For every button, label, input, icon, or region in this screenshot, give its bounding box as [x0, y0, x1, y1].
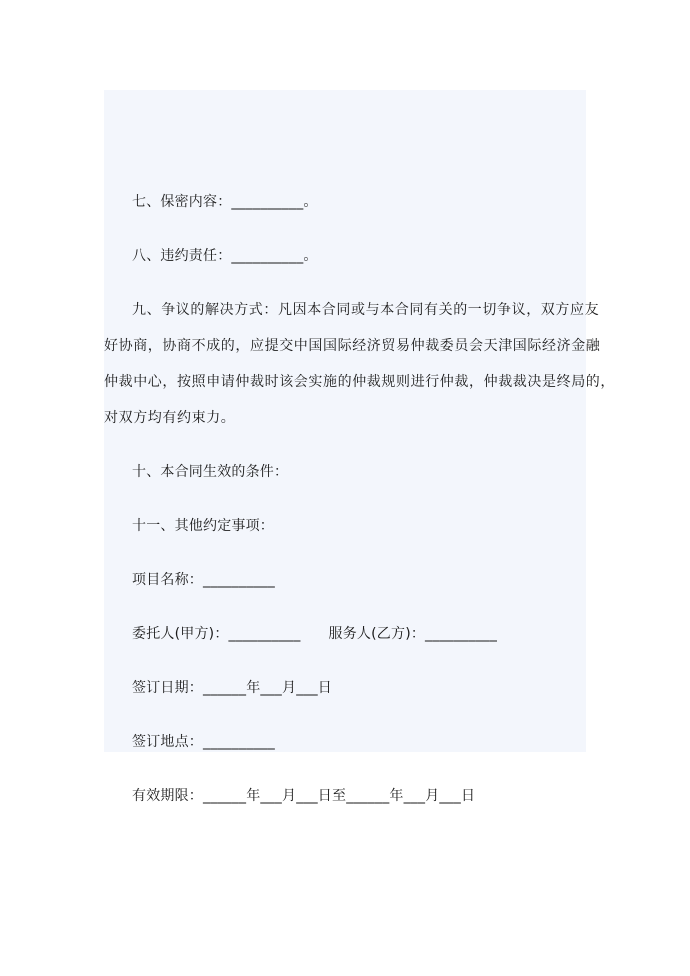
clause-dispute-line-3: 仲裁中心，按照申请仲裁时该会实施的仲裁规则进行仲裁，仲裁裁决是终局的，	[104, 374, 615, 390]
field-valid-period: 有效期限：______年___月___日至______年___月___日	[132, 788, 476, 804]
clause-other-matters: 十一、其他约定事项：	[132, 518, 274, 534]
field-client: 委托人(甲方)：__________	[132, 626, 301, 642]
field-sign-date: 签订日期：______年___月___日	[132, 680, 332, 696]
field-parties-row	[104, 624, 586, 644]
field-sign-place: 签订地点：__________	[132, 734, 275, 750]
clause-confidentiality: 七、保密内容：__________。	[132, 194, 318, 210]
clause-dispute-line-2: 好协商，协商不成的，应提交中国国际经济贸易仲裁委员会天津国际经济金融	[104, 338, 601, 354]
field-project-name: 项目名称：__________	[132, 572, 275, 588]
clause-dispute-line-1: 九、争议的解决方式：凡因本合同或与本合同有关的一切争议，双方应友	[132, 302, 600, 318]
field-server: 服务人(乙方)：__________	[328, 626, 498, 642]
clause-dispute-line-4: 对双方均有约束力。	[104, 410, 236, 426]
document-page	[104, 90, 615, 804]
clause-effective-conditions: 十、本合同生效的条件：	[132, 464, 289, 480]
clause-liability: 八、违约责任：__________。	[132, 248, 318, 264]
clause-dispute-resolution	[104, 300, 615, 444]
